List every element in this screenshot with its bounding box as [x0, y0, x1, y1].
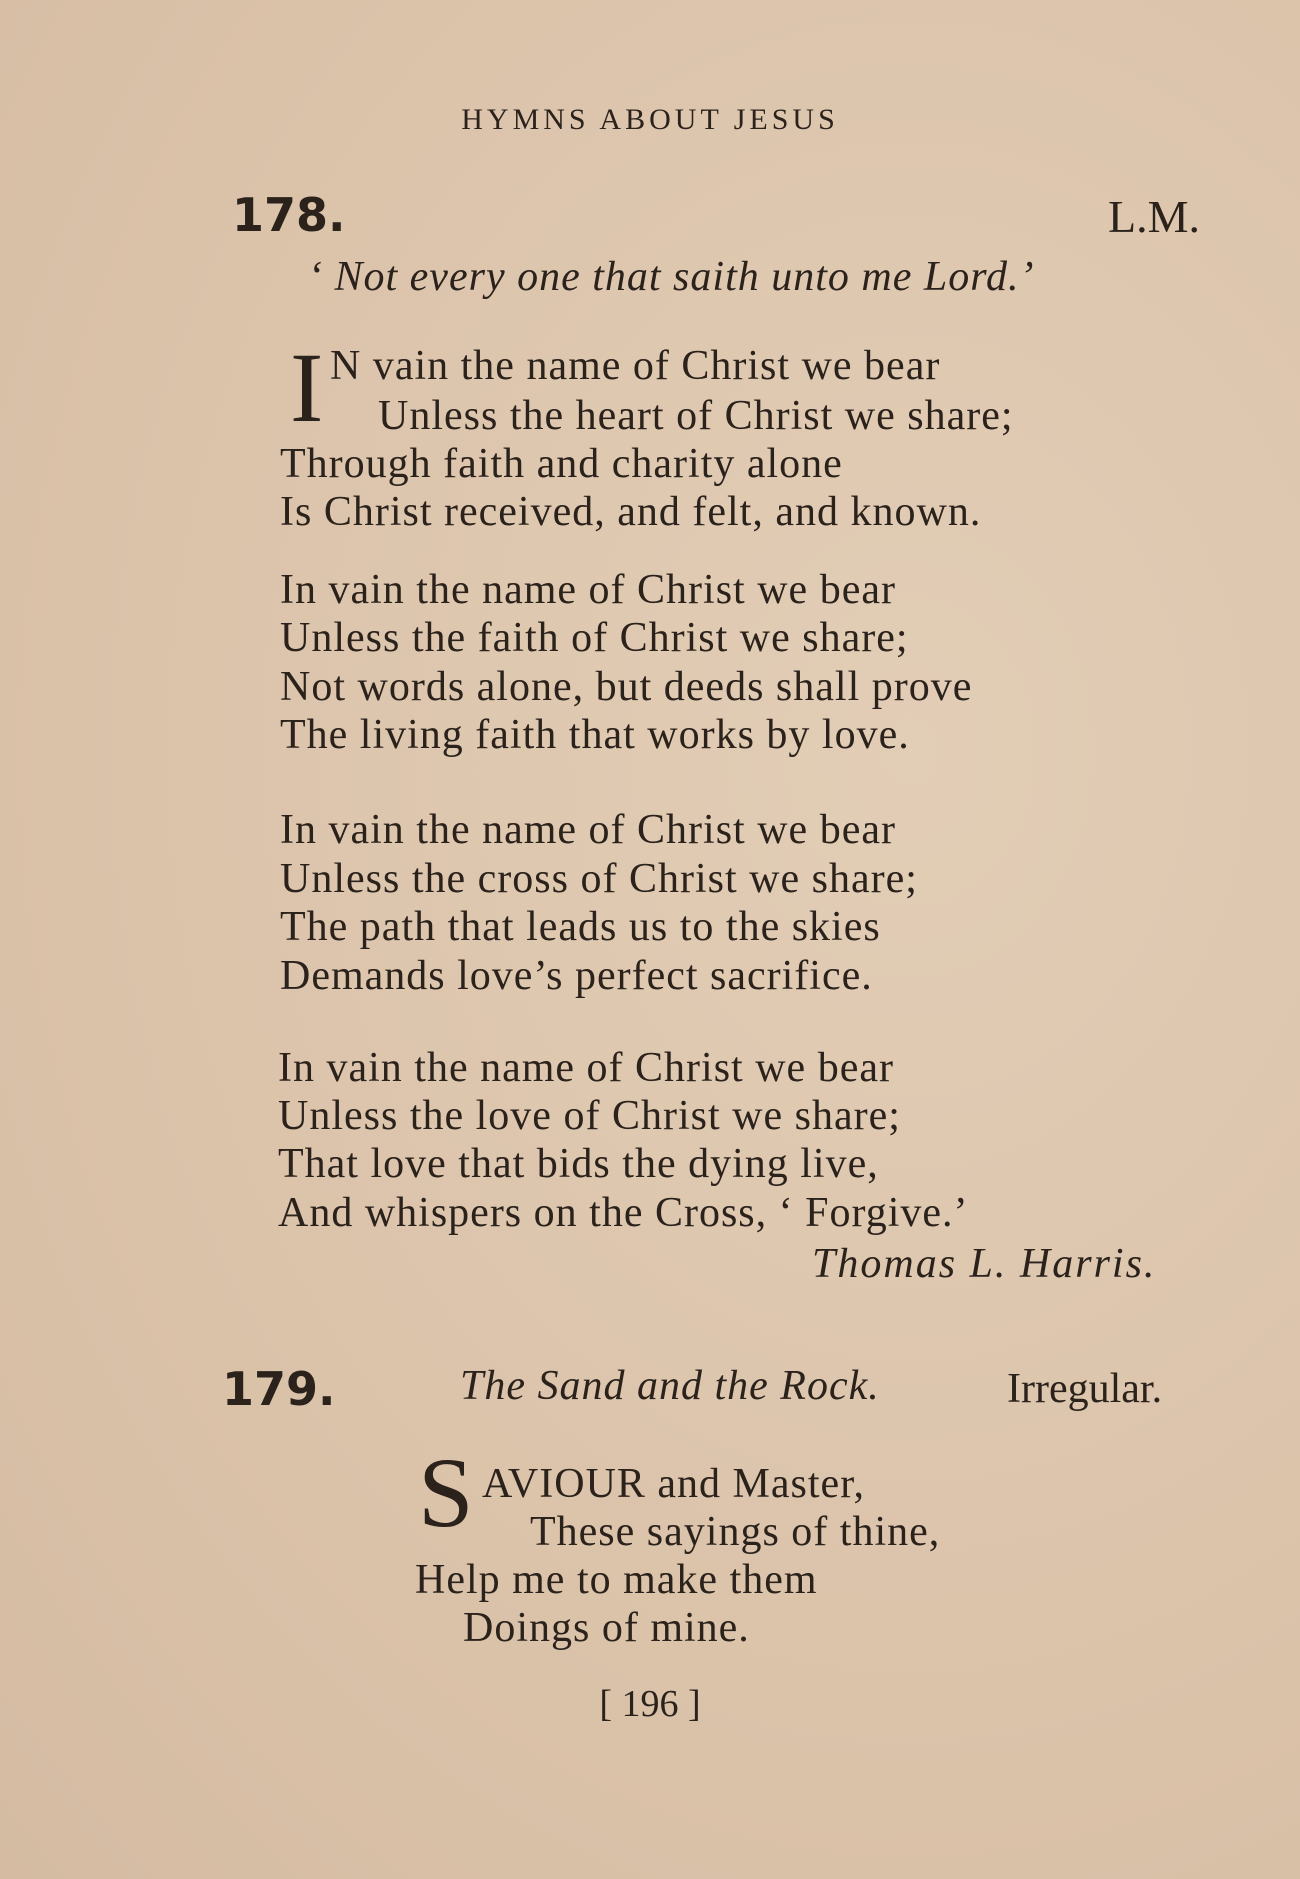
verse-line: And whispers on the Cross, ‘ Forgive.’	[278, 1190, 969, 1236]
verse-line: Unless the love of Christ we share;	[278, 1093, 901, 1139]
hymn-178-epigraph: ‘ Not every one that saith unto me Lord.’	[308, 254, 1035, 300]
hymn-178-author: Thomas L. Harris.	[812, 1241, 1157, 1287]
verse-line: The path that leads us to the skies	[280, 904, 881, 950]
hymn-178-dropcap: I	[290, 332, 324, 443]
page-number: [ 196 ]	[599, 1683, 701, 1725]
verse-line: In vain the name of Christ we bear	[280, 567, 896, 613]
hymn-179-number: 179.	[222, 1362, 336, 1416]
verse-line: N vain the name of Christ we bear	[330, 343, 941, 389]
verse-line: In vain the name of Christ we bear	[280, 807, 896, 853]
verse-line: Unless the cross of Christ we share;	[280, 856, 918, 902]
verse-line: That love that bids the dying live,	[278, 1141, 879, 1187]
running-head: HYMNS ABOUT JESUS	[461, 103, 839, 136]
verse-line: Help me to make them	[415, 1557, 818, 1603]
hymn-179-dropcap: S	[418, 1437, 474, 1548]
verse-line: AVIOUR and Master,	[482, 1461, 865, 1507]
verse-line: Doings of mine.	[463, 1605, 750, 1651]
verse-line: Not words alone, but deeds shall prove	[280, 664, 973, 710]
verse-line: These sayings of thine,	[530, 1509, 941, 1555]
verse-line: Demands love’s perfect sacrifice.	[280, 953, 873, 999]
hymn-178-number: 178.	[232, 188, 346, 242]
verse-line: Through faith and charity alone	[280, 441, 843, 487]
hymn-179-title: The Sand and the Rock.	[460, 1363, 880, 1409]
verse-line: In vain the name of Christ we bear	[278, 1045, 894, 1091]
verse-line: The living faith that works by love.	[280, 712, 910, 758]
verse-line: Is Christ received, and felt, and known.	[280, 489, 982, 535]
hymn-178-meter: L.M.	[1108, 191, 1200, 242]
verse-line: Unless the faith of Christ we share;	[280, 615, 909, 661]
verse-line: Unless the heart of Christ we share;	[378, 393, 1014, 439]
hymn-179-meter: Irregular.	[1007, 1366, 1163, 1412]
